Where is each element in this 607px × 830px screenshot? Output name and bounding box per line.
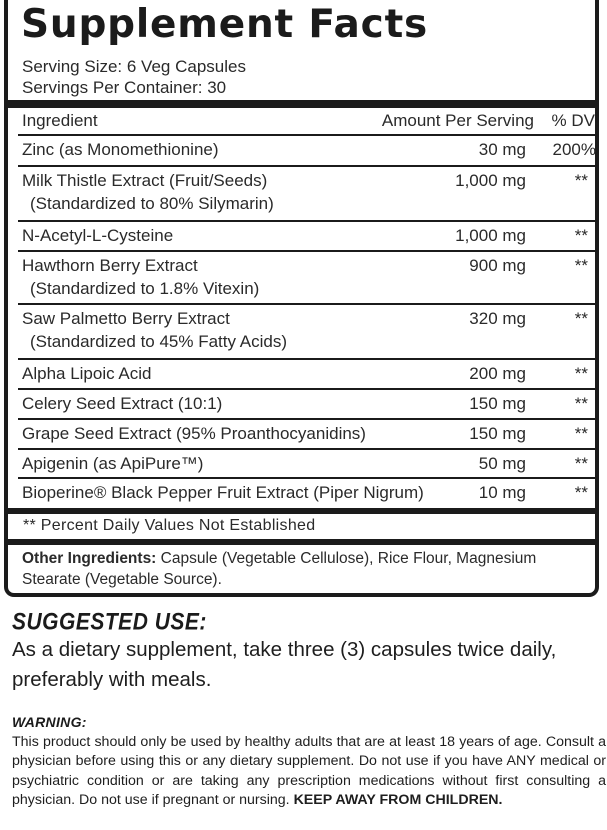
ingredient-amount: 150 mg — [469, 424, 526, 443]
warning-body: This product should only be used by healthy adults that are at least 18 years of age. Consult a physician before using this or any dietary supplement. Do not use if you have ANY medical or psychiatric condition or are taking any prescription medications without first consulting a physician. Do not use if pregnant or nursing. — [12, 734, 606, 808]
ingredient-name: Celery Seed Extract (10:1) — [22, 394, 223, 413]
other-ingredients-label: Other Ingredients: — [22, 550, 157, 567]
ingredient-standardization: (Standardized to 45% Fatty Acids) — [30, 332, 288, 351]
ingredient-amount: 1,000 mg — [455, 171, 526, 190]
warning-emphasis: KEEP AWAY FROM CHILDREN. — [293, 791, 503, 808]
ingredient-amount: 10 mg — [478, 483, 526, 502]
ingredient-amount: 320 mg — [469, 309, 526, 328]
ingredient-dv: ** — [574, 256, 588, 275]
header-ingredient: Ingredient — [22, 111, 98, 130]
row-divider — [18, 165, 598, 167]
row-divider — [18, 220, 598, 222]
dv-footnote: ** Percent Daily Values Not Established — [23, 517, 316, 534]
serving-info — [22, 56, 246, 98]
row-divider — [18, 134, 598, 136]
header-dv: % DV — [551, 111, 595, 130]
ingredient-name: Saw Palmetto Berry Extract — [22, 309, 230, 328]
ingredient-amount: 1,000 mg — [455, 226, 526, 245]
ingredient-name: Milk Thistle Extract (Fruit/Seeds) — [22, 171, 268, 190]
ingredient-name: Hawthorn Berry Extract — [22, 256, 198, 275]
servings-per-container: Servings Per Container: 30 — [22, 78, 227, 97]
ingredient-amount: 50 mg — [478, 454, 526, 473]
row-divider — [18, 388, 598, 390]
row-divider — [18, 477, 598, 479]
ingredient-standardization: (Standardized to 80% Silymarin) — [30, 194, 274, 213]
serving-size: Serving Size: 6 Veg Capsules — [22, 57, 246, 76]
ingredient-name: Apigenin (as ApiPure™) — [22, 454, 204, 473]
supplement-facts-panel — [4, 0, 599, 597]
warning-text — [12, 733, 606, 810]
ingredient-dv: ** — [574, 483, 588, 502]
ingredient-dv: ** — [574, 171, 588, 190]
ingredient-dv: ** — [574, 364, 588, 383]
ingredient-dv: ** — [574, 309, 588, 328]
ingredient-dv: ** — [574, 454, 588, 473]
ingredient-amount: 30 mg — [478, 140, 526, 159]
row-divider — [18, 358, 598, 360]
ingredient-dv: ** — [574, 394, 588, 413]
ingredient-dv: ** — [574, 226, 588, 245]
row-divider — [18, 303, 598, 305]
row-divider — [18, 448, 598, 450]
ingredient-amount: 200 mg — [469, 364, 526, 383]
ingredient-name: Alpha Lipoic Acid — [22, 364, 152, 383]
divider-thick — [8, 508, 595, 514]
other-ingredients-text: Capsule (Vegetable Cellulose), Rice Flour, Magnesium Stearate (Vegetable Source). — [22, 550, 537, 588]
ingredient-name: Bioperine® Black Pepper Fruit Extract (Piper Nigrum) — [22, 483, 424, 502]
panel-title: Supplement Facts — [21, 2, 429, 47]
row-divider — [18, 418, 598, 420]
ingredient-amount: 150 mg — [469, 394, 526, 413]
header-amount: Amount Per Serving — [381, 111, 534, 130]
ingredient-name: N-Acetyl-L-Cysteine — [22, 226, 174, 245]
ingredient-dv: ** — [574, 424, 588, 443]
suggested-use-text: As a dietary supplement, take three (3) capsules twice daily, preferably with meals. — [12, 638, 557, 691]
suggested-use-heading: SUGGESTED USE: — [12, 609, 207, 636]
ingredient-dv: 200% — [552, 140, 596, 159]
divider-thick — [8, 539, 595, 545]
divider-thick — [8, 100, 595, 108]
ingredient-name: Grape Seed Extract (95% Proanthocyanidins) — [22, 424, 366, 443]
warning-heading: WARNING: — [12, 714, 87, 730]
row-divider — [18, 250, 598, 252]
other-ingredients — [22, 548, 582, 590]
ingredient-name: Zinc (as Monomethionine) — [22, 140, 219, 159]
ingredient-amount: 900 mg — [469, 256, 526, 275]
ingredient-standardization: (Standardized to 1.8% Vitexin) — [30, 279, 260, 298]
